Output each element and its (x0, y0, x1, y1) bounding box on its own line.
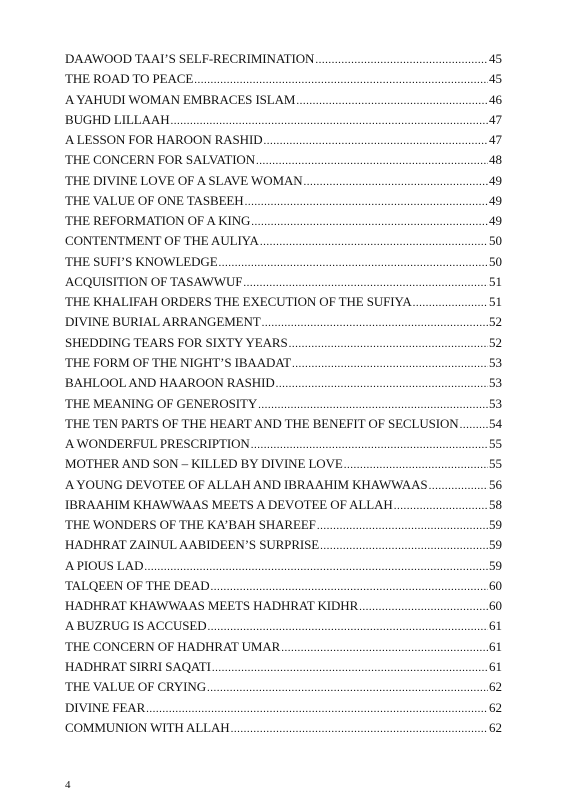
toc-entry[interactable] (65, 333, 502, 353)
toc-entry-page-number: 45 (489, 71, 502, 87)
toc-entry[interactable] (65, 252, 502, 272)
toc-entry[interactable] (65, 657, 502, 677)
toc-dot-leader (320, 536, 488, 556)
toc-dot-leader (256, 151, 488, 171)
toc-dot-leader (460, 415, 488, 435)
toc-entry-page-number: 58 (489, 496, 502, 512)
toc-entry[interactable] (65, 49, 502, 69)
toc-entry[interactable] (65, 515, 502, 535)
toc-entry-page-number: 50 (489, 253, 502, 269)
toc-entry-title: TALQEEN OF THE DEAD (65, 577, 210, 593)
toc-entry[interactable] (65, 353, 502, 373)
toc-dot-leader (243, 273, 488, 293)
toc-dot-leader (231, 719, 488, 739)
toc-dot-leader (344, 455, 488, 475)
toc-entry-page-number: 49 (489, 192, 502, 208)
toc-dot-leader (260, 232, 488, 252)
toc-dot-leader (171, 111, 489, 131)
toc-entry-title: THE FORM OF THE NIGHT’S IBAADAT (65, 354, 291, 370)
toc-dot-leader (251, 435, 488, 455)
toc-dot-leader (211, 577, 489, 597)
toc-entry-page-number: 55 (489, 436, 502, 452)
toc-entry-title: COMMUNION WITH ALLAH (65, 719, 230, 735)
toc-entry[interactable] (65, 677, 502, 697)
toc-entry-page-number: 47 (489, 111, 502, 127)
toc-entry-title: THE TEN PARTS OF THE HEART AND THE BENEFIT OF SECLUSION (65, 415, 459, 431)
toc-entry-page-number: 50 (489, 233, 502, 249)
toc-entry-title: A LESSON FOR HAROON RASHID (65, 132, 263, 148)
toc-entry[interactable] (65, 231, 502, 251)
toc-entry-title: THE CONCERN OF HADHRAT UMAR (65, 638, 281, 654)
toc-entry[interactable] (65, 718, 502, 738)
toc-entry-page-number: 61 (489, 638, 502, 654)
toc-entry[interactable] (65, 150, 502, 170)
toc-entry[interactable] (65, 69, 502, 89)
toc-entry-title: HADHRAT KHAWWAAS MEETS HADHRAT KIDHR (65, 598, 359, 614)
toc-entry-page-number: 52 (489, 334, 502, 350)
toc-entry[interactable] (65, 616, 502, 636)
toc-entry-page-number: 59 (489, 517, 502, 533)
page-number: 4 (65, 779, 71, 791)
toc-entry-title: THE WONDERS OF THE KA’BAH SHAREEF (65, 517, 316, 533)
toc-entry-title: DIVINE FEAR (65, 699, 146, 715)
toc-entry[interactable] (65, 576, 502, 596)
toc-entry[interactable] (65, 698, 502, 718)
toc-dot-leader (144, 557, 488, 577)
toc-dot-leader (264, 131, 489, 151)
toc-entry-page-number: 54 (489, 415, 502, 431)
toc-entry-title: THE VALUE OF ONE TASBEEH (65, 192, 244, 208)
toc-dot-leader (251, 212, 488, 232)
toc-entry-page-number: 51 (489, 294, 502, 310)
toc-entry[interactable] (65, 130, 502, 150)
toc-dot-leader (359, 597, 488, 617)
toc-entry-page-number: 59 (489, 537, 502, 553)
toc-entry-page-number: 61 (489, 658, 502, 674)
toc-entry[interactable] (65, 90, 502, 110)
toc-entry-title: BAHLOOL AND HAAROON RASHID (65, 375, 275, 391)
toc-entry-page-number: 51 (489, 273, 502, 289)
toc-entry[interactable] (65, 394, 502, 414)
toc-entry-page-number: 48 (489, 152, 502, 168)
toc-entry-title: CONTENTMENT OF THE AULIYA (65, 233, 259, 249)
toc-entry-page-number: 62 (489, 679, 502, 695)
toc-entry-title: HADHRAT ZAINUL AABIDEEN’S SURPRISE (65, 537, 320, 553)
toc-entry-title: THE VALUE OF CRYING (65, 679, 206, 695)
toc-entry[interactable] (65, 535, 502, 555)
toc-entry-title: DAAWOOD TAAI’S SELF-RECRIMINATION (65, 51, 315, 66)
toc-entry-page-number: 59 (489, 557, 502, 573)
toc-dot-leader (258, 395, 488, 415)
toc-entry-title: A BUZRUG IS ACCUSED (65, 618, 207, 634)
toc-entry-page-number: 62 (489, 699, 502, 715)
toc-entry-page-number: 56 (489, 476, 502, 492)
toc-entry-title: A WONDERFUL PRESCRIPTION (65, 436, 250, 452)
toc-entry[interactable] (65, 211, 502, 231)
toc-entry[interactable] (65, 475, 502, 495)
toc-entry-page-number: 53 (489, 395, 502, 411)
toc-entry-title: THE DIVINE LOVE OF A SLAVE WOMAN (65, 172, 303, 188)
toc-dot-leader (296, 91, 488, 111)
toc-entry-title: A PIOUS LAD (65, 557, 144, 573)
toc-dot-leader (304, 172, 488, 192)
toc-entry-title: DIVINE BURIAL ARRANGEMENT (65, 314, 261, 330)
toc-dot-leader (219, 253, 488, 273)
toc-dot-leader (194, 70, 488, 90)
toc-entry-page-number: 49 (489, 213, 502, 229)
toc-dot-leader (262, 313, 488, 333)
toc-entry-page-number: 49 (489, 172, 502, 188)
toc-entry[interactable] (65, 272, 502, 292)
toc-entry[interactable] (65, 191, 502, 211)
toc-entry-page-number: 60 (489, 598, 502, 614)
toc-entry[interactable] (65, 637, 502, 657)
toc-entry[interactable] (65, 373, 502, 393)
toc-dot-leader (208, 617, 489, 637)
toc-dot-leader (317, 516, 488, 536)
toc-entry[interactable] (65, 454, 502, 474)
toc-entry-page-number: 55 (489, 456, 502, 472)
toc-entry[interactable] (65, 434, 502, 454)
toc-dot-leader (315, 50, 488, 70)
toc-dot-leader (289, 334, 488, 354)
toc-entry-title: SHEDDING TEARS FOR SIXTY YEARS (65, 334, 288, 350)
toc-entry-title: A YOUNG DEVOTEE OF ALLAH AND IBRAAHIM KHAWWAAS (65, 476, 428, 492)
toc-dot-leader (429, 476, 488, 496)
toc-dot-leader (207, 678, 488, 698)
toc-entry[interactable] (65, 312, 502, 332)
toc-entry-page-number: 46 (489, 91, 502, 107)
toc-entry[interactable] (65, 110, 502, 130)
toc-dot-leader (212, 658, 488, 678)
toc-entry-title: ACQUISITION OF TASAWWUF (65, 273, 243, 289)
toc-entry-title: THE REFORMATION OF A KING (65, 213, 251, 229)
toc-dot-leader (146, 699, 488, 719)
toc-entry-title: THE KHALIFAH ORDERS THE EXECUTION OF THE SUFIYA (65, 294, 412, 310)
toc-entry-page-number: 52 (489, 314, 502, 330)
toc-entry-page-number: 62 (489, 719, 502, 735)
toc-entry[interactable] (65, 596, 502, 616)
toc-entry-title: HADHRAT SIRRI SAQATI (65, 658, 211, 674)
toc-dot-leader (276, 374, 488, 394)
toc-entry-title: THE MEANING OF GENEROSITY (65, 395, 258, 411)
toc-entry[interactable] (65, 171, 502, 191)
toc-entry-page-number: 47 (489, 132, 502, 148)
toc-entry-title: IBRAAHIM KHAWWAAS MEETS A DEVOTEE OF ALLAH (65, 496, 393, 512)
toc-entry-title: A YAHUDI WOMAN EMBRACES ISLAM (65, 91, 296, 107)
toc-dot-leader (281, 638, 488, 658)
toc-dot-leader (292, 354, 488, 374)
toc-dot-leader (413, 293, 488, 313)
toc-entry[interactable] (65, 495, 502, 515)
toc-dot-leader (394, 496, 488, 516)
toc-entry-page-number: 60 (489, 577, 502, 593)
toc-dot-leader (245, 192, 488, 212)
toc-entry-page-number: 53 (489, 375, 502, 391)
toc-entry[interactable] (65, 292, 502, 312)
table-of-contents (65, 49, 502, 738)
toc-entry-title: THE CONCERN FOR SALVATION (65, 152, 255, 168)
toc-entry-title: MOTHER AND SON – KILLED BY DIVINE LOVE (65, 456, 343, 472)
toc-entry-title: THE ROAD TO PEACE (65, 71, 194, 87)
toc-entry-title: BUGHD LILLAAH (65, 111, 170, 127)
toc-entry-page-number: 45 (489, 51, 502, 66)
toc-entry[interactable] (65, 414, 502, 434)
toc-entry-page-number: 61 (489, 618, 502, 634)
toc-entry-title: THE SUFI’S KNOWLEDGE (65, 253, 218, 269)
toc-entry-page-number: 53 (489, 354, 502, 370)
toc-entry[interactable] (65, 556, 502, 576)
